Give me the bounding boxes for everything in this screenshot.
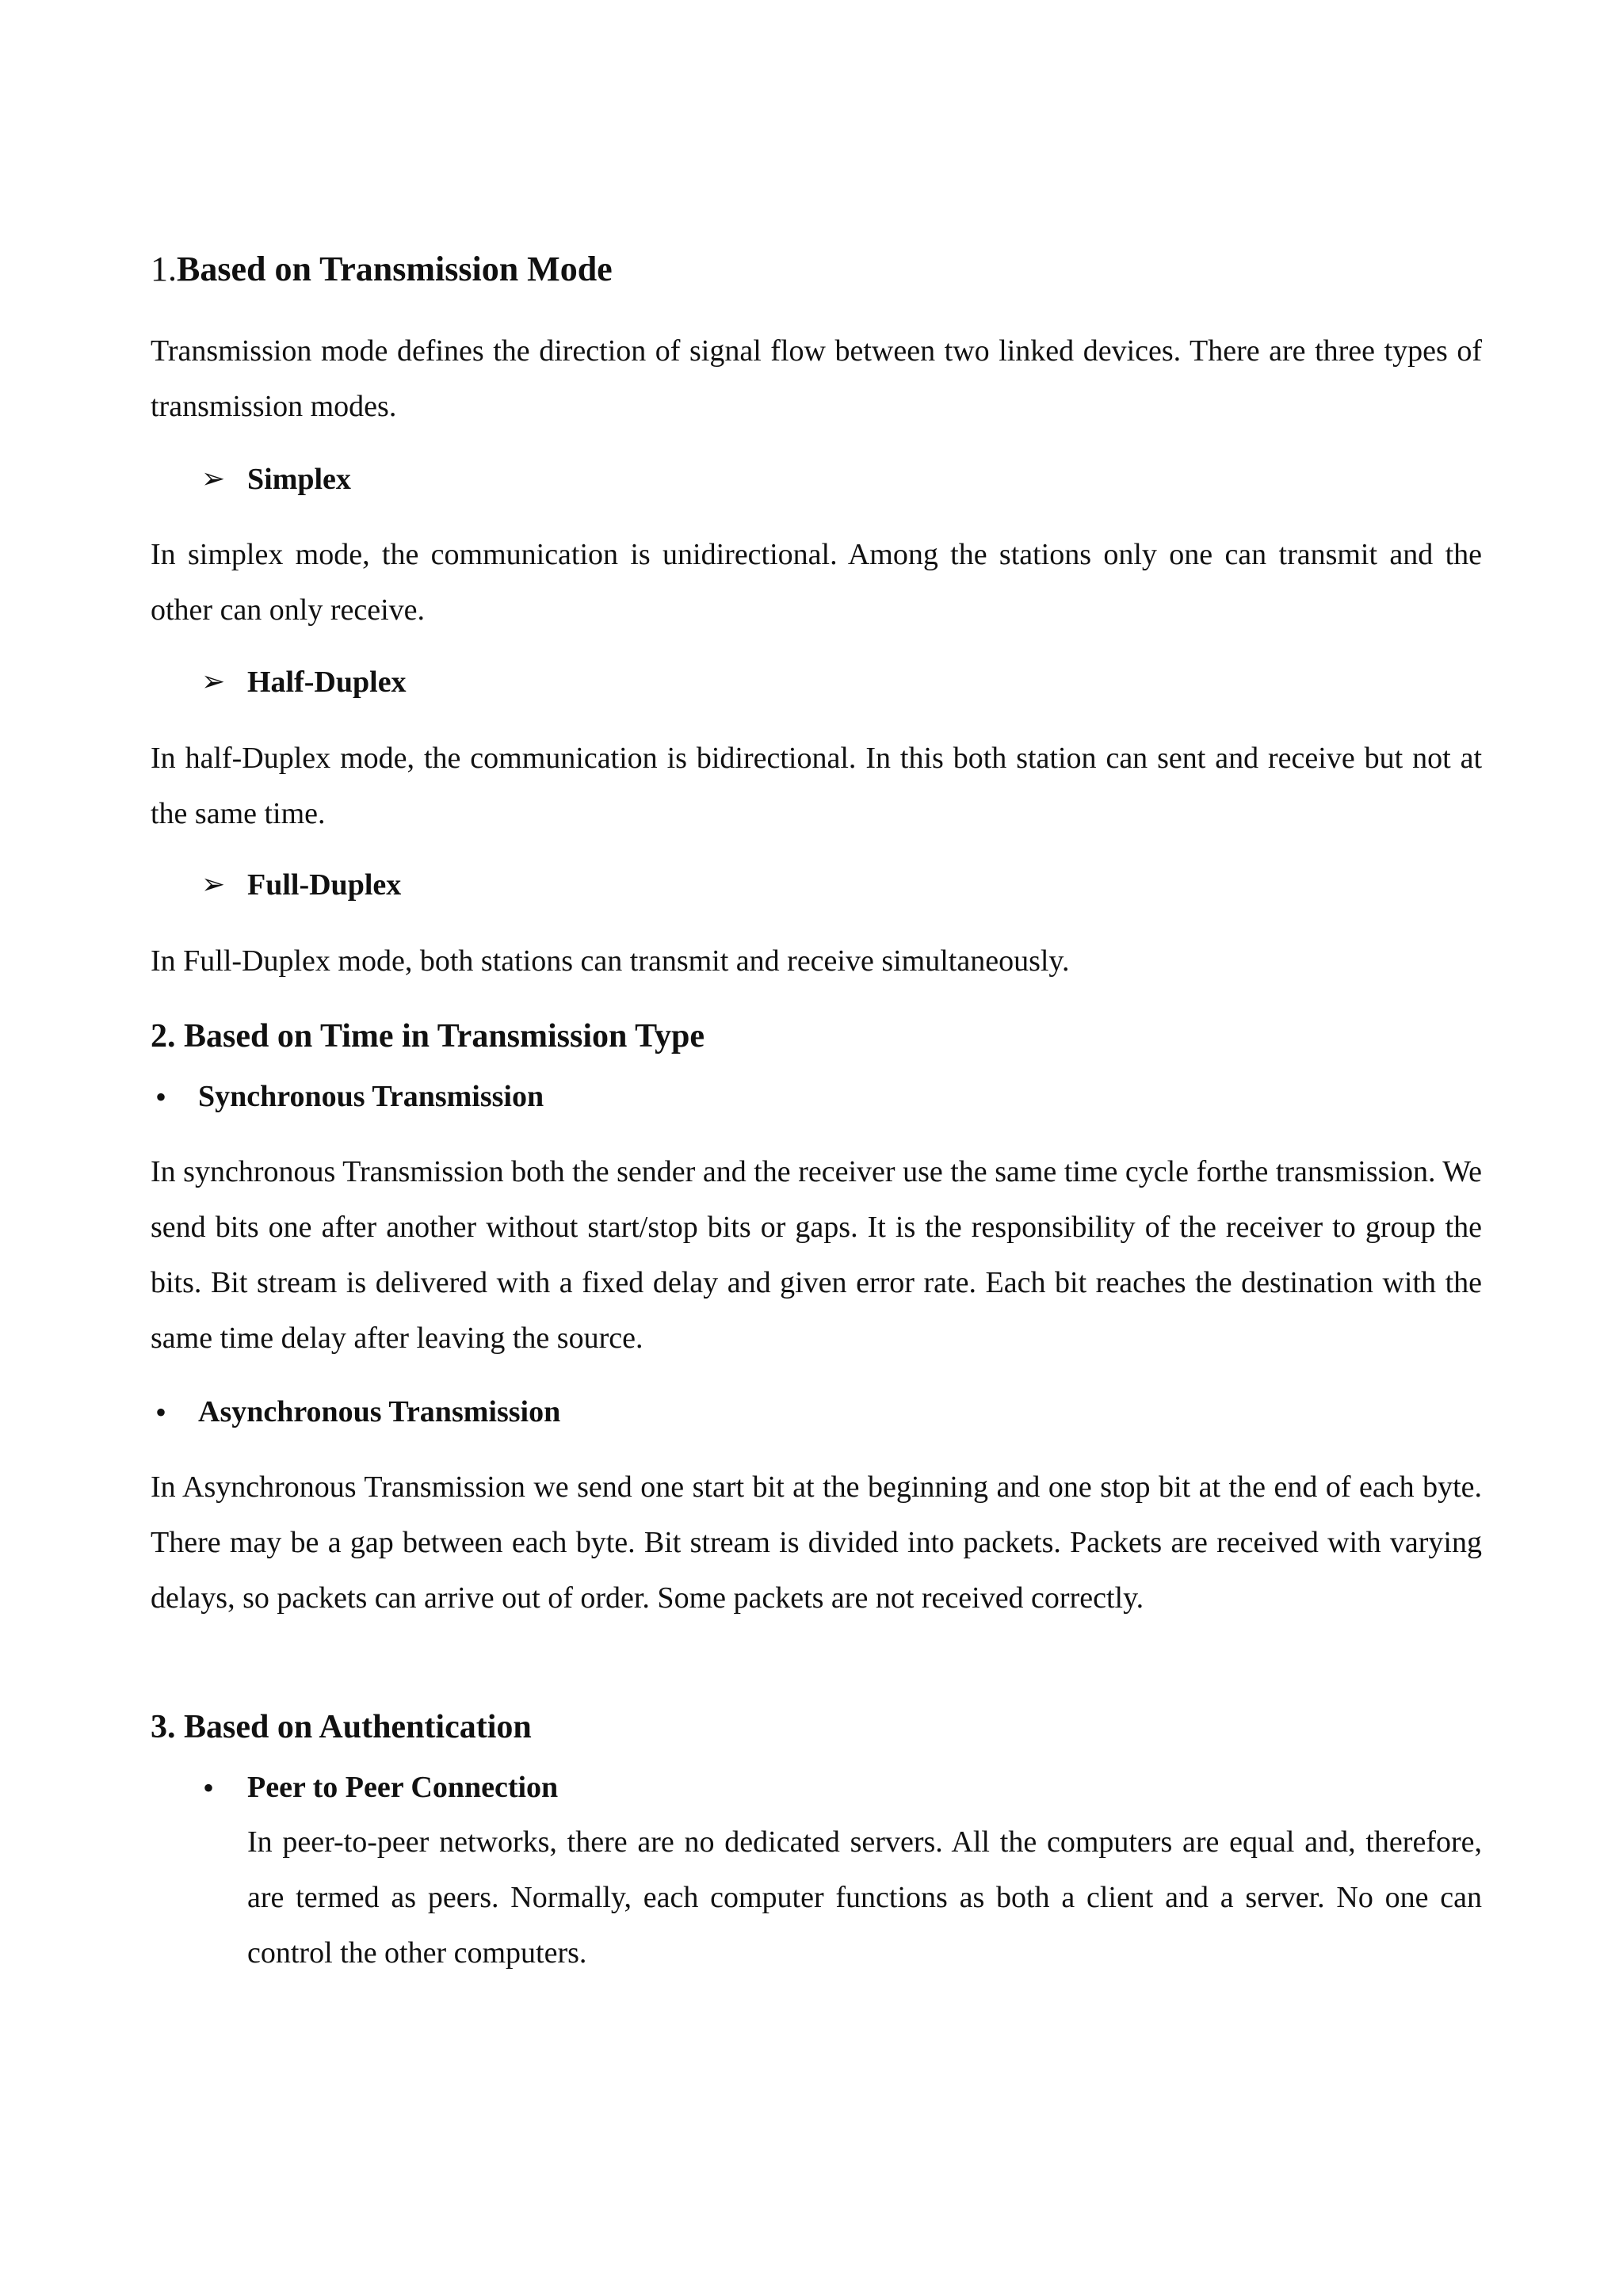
arrow-bullet-icon: ➢ <box>201 463 226 495</box>
asynchronous-paragraph: In Asynchronous Transmission we send one start bit at the beginning and one stop bit at the end of each byte. There may be a gap between each byte. Bit stream is divided into packets. Packets are received with varying delays, so packets can arrive out of order. Some packets are not received correctly. <box>151 1470 1482 1615</box>
bullet-dot-icon: • <box>155 1394 167 1430</box>
half-duplex-paragraph: In half-Duplex mode, the communication is bidirectional. In this both station can sent and receive but not at the same time. <box>151 742 1482 830</box>
full-duplex-heading: Full-Duplex <box>247 868 402 902</box>
section-1-intro: Transmission mode defines the direction of signal flow between two linked devices. There are three types of transmission modes. <box>151 334 1482 423</box>
arrow-bullet-icon: ➢ <box>201 666 226 698</box>
peer-to-peer-heading: Peer to Peer Connection <box>247 1771 559 1804</box>
peer-to-peer-paragraph: In peer-to-peer networks, there are no dedicated servers. All the computers are equal and, therefore, are termed as peers. Normally, each computer functions as both a client and a server. No one can control the other computers. <box>247 1825 1482 1970</box>
synchronous-heading: Synchronous Transmission <box>198 1080 544 1113</box>
section-2-heading: 2. Based on Time in Transmission Type <box>151 1018 705 1055</box>
section-1-number: 1. <box>151 250 177 288</box>
asynchronous-heading: Asynchronous Transmission <box>198 1395 561 1428</box>
section-3-heading: 3. Based on Authentication <box>151 1709 532 1745</box>
simplex-heading: Simplex <box>247 463 351 496</box>
bullet-dot-icon: • <box>155 1079 167 1115</box>
synchronous-paragraph: In synchronous Transmission both the sender and the receiver use the same time cycle forthe transmission. We send bits one after another without start/stop bits or gaps. It is the responsibility of the receiver to group the bits. Bit stream is delivered with a fixed delay and given error rate. Each bit reaches the destination with the same time delay after leaving the source. <box>151 1155 1482 1355</box>
half-duplex-heading: Half-Duplex <box>247 666 407 699</box>
section-1-heading <box>151 249 613 291</box>
full-duplex-paragraph: In Full-Duplex mode, both stations can transmit and receive simultaneously. <box>151 944 1070 978</box>
bullet-dot-icon: • <box>203 1770 215 1806</box>
simplex-paragraph: In simplex mode, the communication is unidirectional. Among the stations only one can transmit and the other can only receive. <box>151 538 1482 627</box>
arrow-bullet-icon: ➢ <box>201 868 226 901</box>
section-1-title: Based on Transmission Mode <box>177 250 613 288</box>
